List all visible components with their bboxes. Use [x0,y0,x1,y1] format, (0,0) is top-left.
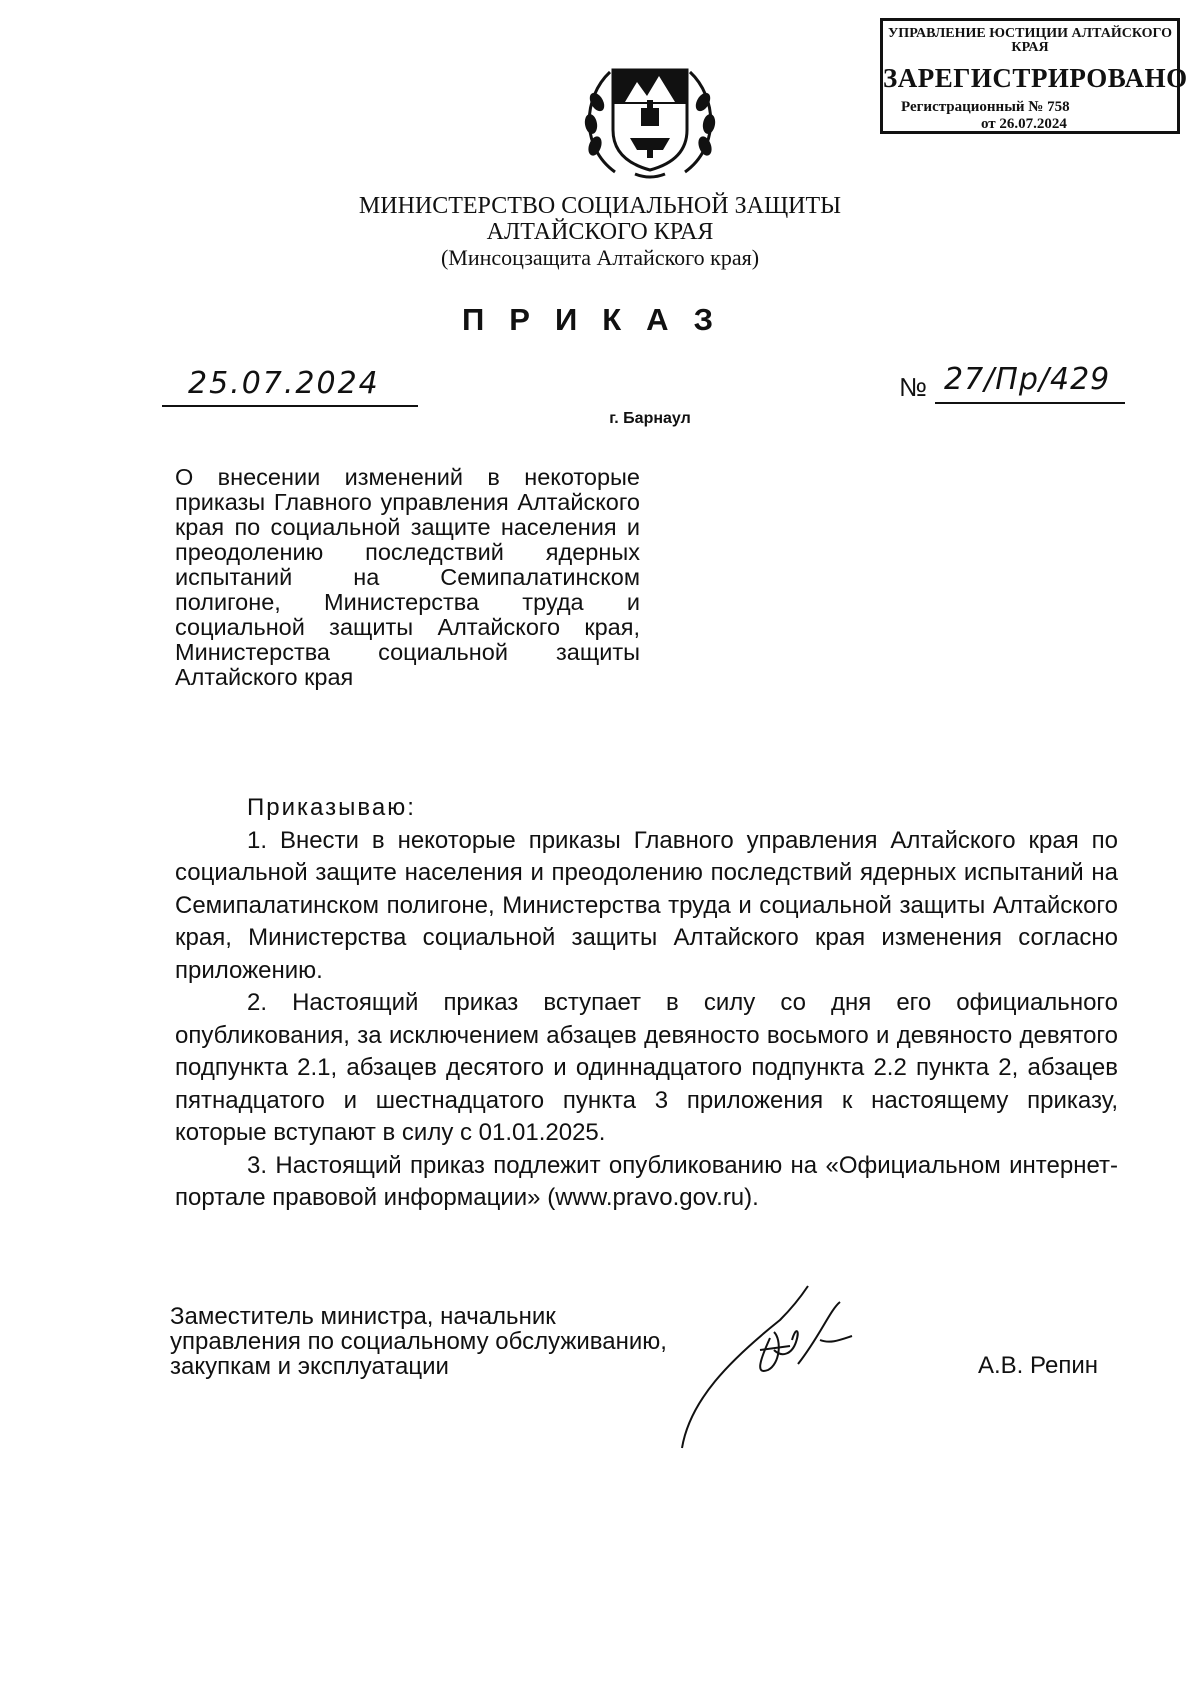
stamp-reg-date: от 26.07.2024 [981,116,1067,132]
number-sign: № [899,372,927,402]
stamp-organization: УПРАВЛЕНИЕ ЮСТИЦИИ АЛТАЙСКОГО КРАЯ [888,26,1172,55]
stamp-status: ЗАРЕГИСТРИРОВАНО [883,63,1188,93]
ministry-name: МИНИСТЕРСТВО СОЦИАЛЬНОЙ ЗАЩИТЫ АЛТАЙСКОГО КРАЯ [358,193,842,245]
signer-name: А.В. Репин [978,1352,1098,1379]
stamp-registration [901,99,1070,133]
order-item-1: 1. Внести в некоторые приказы Главного управления Алтайского края по социальной защите населения и преодолению последствий ядерных испытаний на Семипалатинском полигоне, Министерства труда и социальной защиты Алтайского края, Министерства социальной защиты Алтайского края изменения согласно приложению. [175,826,1118,984]
date-underline [162,405,418,407]
order-lead: Приказываю: [247,794,416,821]
document-type-title: ПРИКАЗ [462,302,738,337]
order-date: 25.07.2024 [188,366,380,401]
order-item-3: 3. Настоящий приказ подлежит опубликованию на «Официальном интернет-портале правовой информации» (www.pravo.gov.ru). [175,1151,1118,1211]
ministry-short-name: (Минсоцзащита Алтайского края) [440,245,760,270]
registration-stamp [880,18,1188,134]
city-name: г. Барнаул [609,410,691,427]
order-number: 27/Пр/429 [944,362,1111,397]
signer-position: Заместитель министра, начальник управления по социальному обслуживанию, закупкам и эксплуатации [170,1303,667,1380]
stamp-reg-number: Регистрационный № 758 [901,99,1070,115]
number-underline [935,402,1125,404]
coat-of-arms-emblem [575,52,725,182]
handwritten-signature [670,1280,910,1460]
order-body [175,792,1118,1215]
order-subject: О внесении изменений в некоторые приказы Главного управления Алтайского края по социальной защите населения и преодолению последствий ядерных испытаний на Семипалатинском полигоне, Министерства труда и социальной защиты Алтайского края, Министерства социальной защиты Алтайского края [175,464,640,690]
order-item-2: 2. Настоящий приказ вступает в силу со дня его официального опубликования, за исключением абзацев девяносто восьмого и девяносто девятого подпункта 2.1, абзацев десятого и одиннадцатого подпункта 2.2 пункта 2, абзацев пятнадцатого и шестнадцатого пункта 3 приложения к настоящему приказу, которые вступают в силу с 01.01.2025. [175,989,1118,1146]
